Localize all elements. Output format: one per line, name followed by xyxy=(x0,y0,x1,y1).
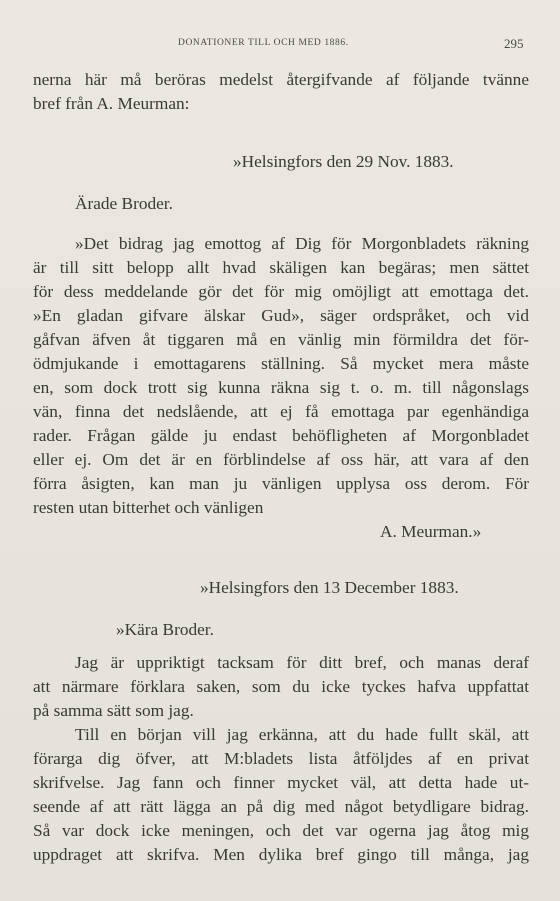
letter1-line: rader. Frågan gälde ju endast behöfligheten af Morgonbladet xyxy=(33,426,529,445)
letter2-line: uppdraget att skrifva. Men dylika bref gingo till många, jag xyxy=(33,845,529,864)
letter2-line: seende af att rätt lägga an på dig med något betydligare bidrag. xyxy=(33,797,529,816)
letter2-salutation: »Kära Broder. xyxy=(116,620,214,639)
letter2-line: Så var dock icke meningen, och det var ogerna jag åtog mig xyxy=(33,821,529,840)
letter2-dateline: »Helsingfors den 13 December 1883. xyxy=(200,578,459,597)
running-head: DONATIONER TILL OCH MED 1886. xyxy=(178,38,349,48)
letter1-line: förra åsigten, kan man ju vänligen upplysa oss derom. För xyxy=(33,474,529,493)
intro-line-2: bref från A. Meurman: xyxy=(33,94,190,113)
letter1-line: är till sitt belopp allt hvad skäligen kan begäras; men sättet xyxy=(33,258,529,277)
page-header xyxy=(0,38,560,54)
letter1-dateline: »Helsingfors den 29 Nov. 1883. xyxy=(233,152,454,171)
letter1-line: »Det bidrag jag emottog af Dig för Morgonbladets räkning xyxy=(75,234,529,253)
letter2-line: förarga dig öfver, att M:bladets lista åtföljdes af en privat xyxy=(33,749,529,768)
letter1-signature: A. Meurman.» xyxy=(380,522,482,541)
page-number: 295 xyxy=(504,36,524,51)
letter1-line: gåfvan äfven åt tiggaren må en vänlig min förmildra det för- xyxy=(33,330,529,349)
letter2-line: Till en början vill jag erkänna, att du hade fullt skäl, att xyxy=(75,725,529,744)
letter1-salutation: Ärade Broder. xyxy=(75,194,173,213)
letter1-line: ödmjukande i emottagarens ställning. Så mycket mera måste xyxy=(33,354,529,373)
letter1-line: eller ej. Om det är en förblindelse af oss här, att vara af den xyxy=(33,450,529,469)
letter1-line: en, som dock trott sig kunna räkna sig t. o. m. till någonslags xyxy=(33,378,529,397)
letter1-line: »En gladan gifvare älskar Gud», säger ordspråket, och vid xyxy=(33,306,529,325)
letter2-line: Jag är uppriktigt tacksam för ditt bref, och manas deraf xyxy=(75,653,529,672)
intro-line-1: nerna här må beröras medelst återgifvande af följande tvänne xyxy=(33,70,529,89)
letter2-line: att närmare förklara saken, som du icke tyckes hafva uppfattat xyxy=(33,677,529,696)
letter1-line: resten utan bitterhet och vänligen xyxy=(33,498,264,517)
letter1-line: vän, finna det nedslående, att ej få emottaga par egenhändiga xyxy=(33,402,529,421)
letter2-line: på samma sätt som jag. xyxy=(33,701,194,720)
letter2-line: skrifvelse. Jag fann och finner mycket väl, att detta hade ut- xyxy=(33,773,529,792)
letter1-line: för dess meddelande gör det för mig omöjligt att emottaga det. xyxy=(33,282,529,301)
